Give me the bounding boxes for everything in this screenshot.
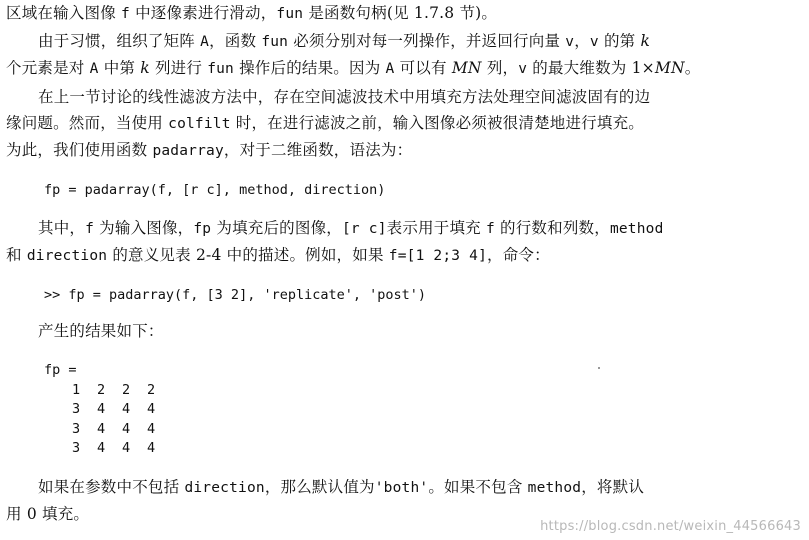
inline-code: padarray: [152, 143, 224, 159]
inline-code: direction: [184, 480, 265, 496]
matrix-row: [44, 400, 172, 420]
inline-code: [r c]: [341, 221, 387, 237]
italic-variable: MN: [451, 59, 482, 77]
paragraph-6-line-2: 用 0 填充。: [6, 505, 90, 523]
paragraph-4-line-2: 和 direction 的意义见表 2-4 中的描述。例如，如果 f=[1 2;3 4]，命令：: [6, 246, 550, 264]
watermark-url: https://blog.csdn.net/weixin_44566643: [540, 519, 801, 534]
paragraph-1-line-1: 区域在输入图像 f 中逐像素进行滑动，fun 是函数句柄(见 1.7.8 节)。: [6, 4, 498, 22]
inline-code: 'both': [374, 480, 429, 496]
matrix-row: [44, 420, 172, 440]
inline-code: colfilt: [168, 116, 231, 132]
inline-code: method: [527, 480, 582, 496]
inline-code: f=[1 2;3 4]: [388, 248, 488, 264]
scan-speck: [598, 367, 600, 369]
matrix-cell: 4: [147, 401, 156, 417]
paragraph-2-line-2: 个元素是对 A 中第 k 列进行 fun 操作后的结果。因为 A 可以有 MN 列，v 的最大维数为 1×MN。: [6, 59, 701, 77]
inline-code: f: [85, 221, 95, 237]
matrix-row: [44, 439, 172, 459]
matrix-cell: 4: [122, 440, 131, 456]
inline-code: fun: [276, 6, 304, 22]
paragraph-3-line-3: 为此，我们使用函数 padarray，对于二维函数，语法为：: [6, 141, 413, 159]
matrix-cell: 4: [122, 420, 131, 437]
paragraph-6-line-1: 如果在参数中不包括 direction，那么默认值为'both'。如果不包含 method，将默认: [38, 478, 645, 496]
matrix-cell: 2: [147, 381, 156, 398]
inline-code: f: [485, 221, 495, 237]
matrix-cell: 3: [72, 401, 81, 417]
matrix-cell: 4: [122, 401, 131, 417]
inline-code: v: [518, 61, 528, 77]
paragraph-3-line-1: 在上一节讨论的线性滤波方法中，存在空间滤波技术中用填充方法处理空间滤波固有的边: [38, 88, 651, 106]
inline-code: fun: [261, 34, 289, 50]
matrix-cell: 4: [97, 401, 106, 417]
inline-code: A: [200, 34, 210, 50]
matrix-cell: 1: [72, 381, 81, 398]
matrix-cell: 4: [147, 420, 156, 437]
code-syntax-line: fp = padarray(f, [r c], method, direction): [44, 182, 386, 198]
inline-code: f: [121, 6, 130, 22]
italic-variable: k: [140, 59, 150, 77]
italic-variable: k: [640, 32, 651, 50]
inline-code: fun: [207, 61, 234, 77]
matrix-output: [44, 361, 172, 459]
inline-code: fp: [193, 221, 212, 237]
italic-variable: MN: [654, 59, 685, 77]
paragraph-2-line-1: 由于习惯，组织了矩阵 A，函数 fun 必须分别对每一列操作，并返回行向量 v，v 的第 k: [38, 32, 651, 50]
inline-code: direction: [26, 248, 108, 264]
matrix-cell: 2: [122, 381, 131, 398]
paragraph-4: [6, 215, 806, 269]
code-command-line: >> fp = padarray(f, [3 2], 'replicate', 'post'): [44, 287, 427, 303]
matrix-cell: 4: [147, 440, 156, 456]
inline-code: v: [589, 34, 599, 50]
matrix-cell: 2: [97, 381, 106, 398]
paragraph-2: [6, 28, 806, 82]
paragraph-3: [6, 84, 806, 164]
matrix-cell: 3: [72, 420, 81, 437]
paragraph-4-line-1: 其中，f 为输入图像，fp 为填充后的图像，[r c]表示用于填充 f 的行数和列数，method: [38, 219, 664, 237]
matrix-cell: 3: [72, 440, 81, 456]
paragraph-5: 产生的结果如下：: [38, 322, 164, 340]
inline-code: A: [385, 61, 395, 77]
paragraph-3-line-2: 缘问题。然而，当使用 colfilt 时，在进行滤波之前，输入图像必须被很清楚地进行填充。: [6, 114, 644, 132]
matrix-cell: 4: [97, 420, 106, 437]
matrix-label: fp =: [44, 362, 77, 378]
matrix-row: [44, 381, 172, 401]
inline-code: method: [609, 221, 664, 237]
paragraph-1: [6, 0, 806, 27]
matrix-cell: 4: [97, 440, 106, 456]
inline-code: v: [565, 34, 575, 50]
inline-code: A: [89, 61, 99, 77]
